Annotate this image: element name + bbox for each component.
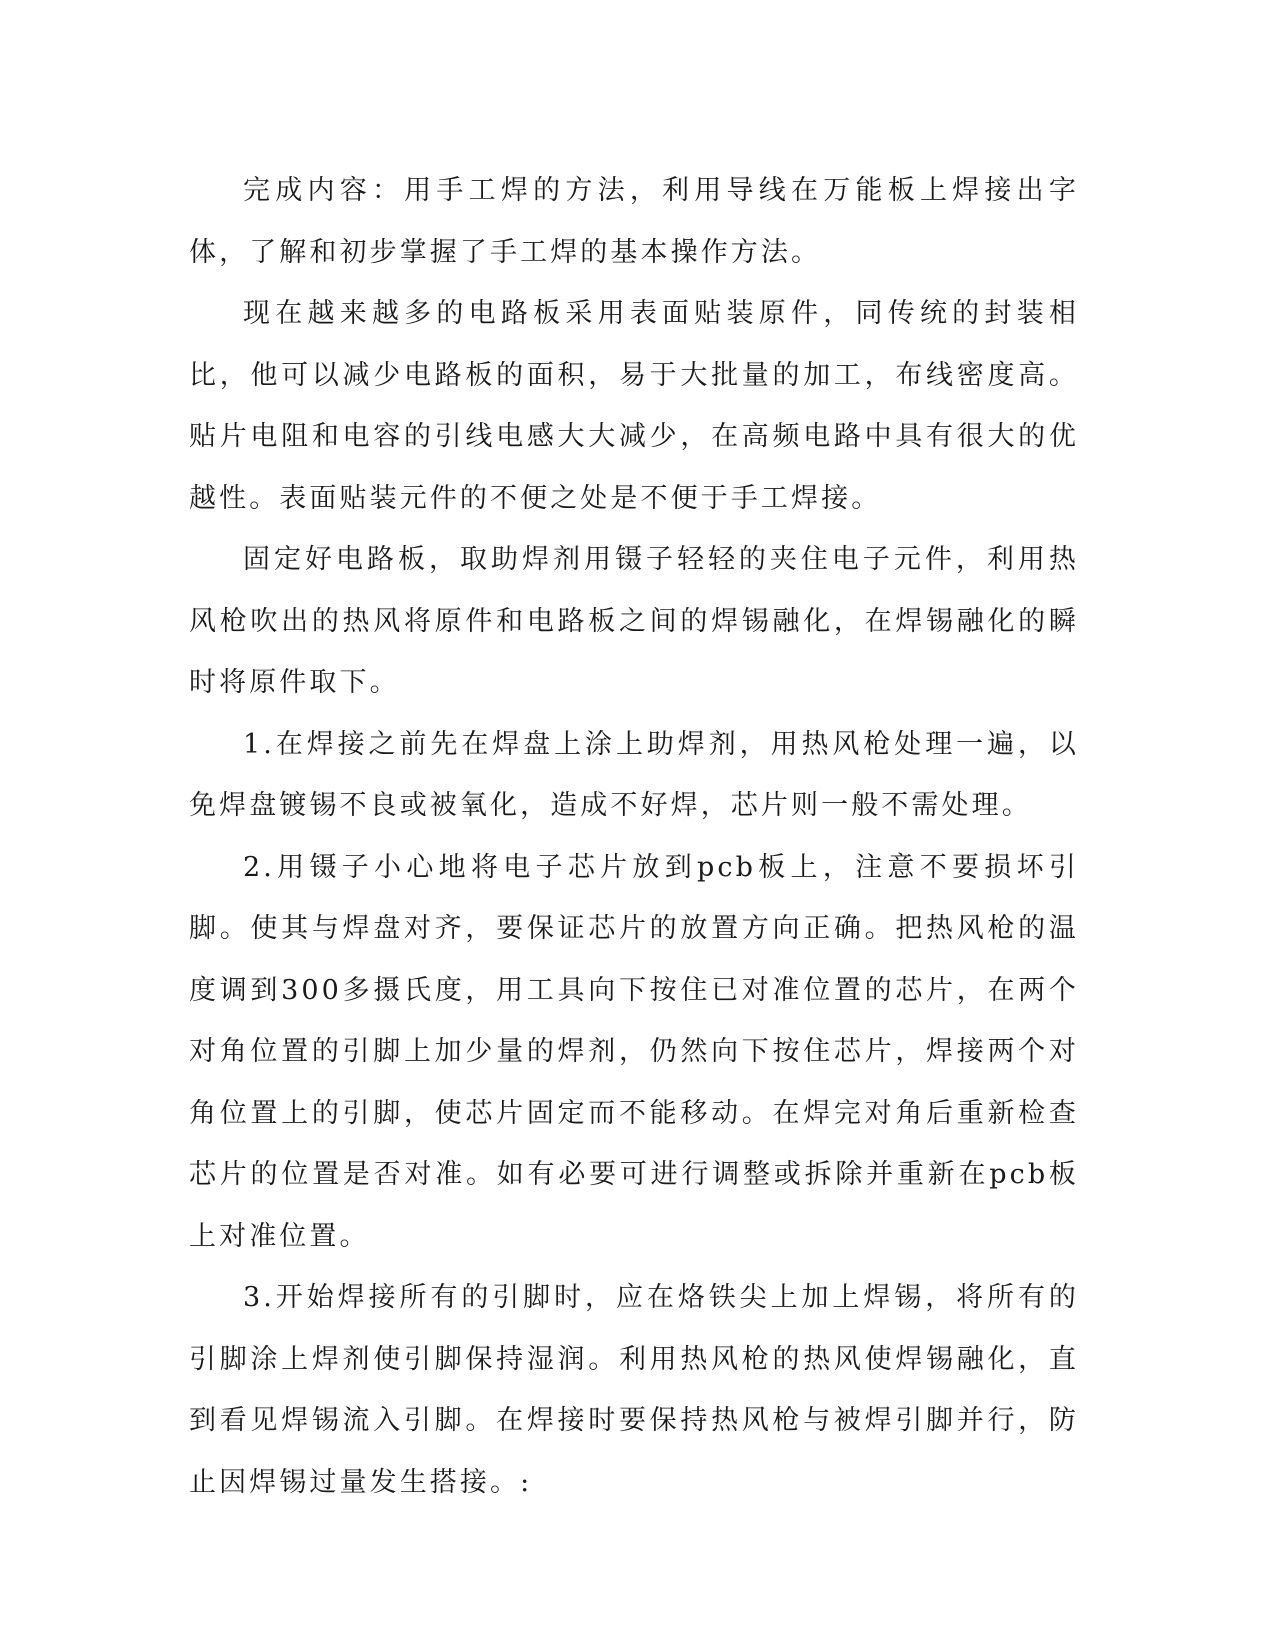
paragraph-surface-mount-intro: 现在越来越多的电路板采用表面贴装原件，同传统的封装相比，他可以减少电路板的面积，易于大批量的加工，布线密度高。贴片电阻和电容的引线电感大大减少，在高频电路中具有很大的优越性。表面贴装元件的不便之处是不便于手工焊接。 [189,298,1079,514]
paragraph-removal-method: 固定好电路板，取助焊剂用镊子轻轻的夹住电子元件，利用热风枪吹出的热风将原件和电路板之间的焊锡融化，在焊锡融化的瞬时将原件取下。 [189,544,1079,698]
paragraph-completed-content: 完成内容：用手工焊的方法，利用导线在万能板上焊接出字体，了解和初步掌握了手工焊的基本操作方法。 [189,175,1079,268]
paragraph-step-2: 2.用镊子小心地将电子芯片放到pcb板上，注意不要损坏引脚。使其与焊盘对齐，要保证芯片的放置方向正确。把热风枪的温度调到300多摄氏度，用工具向下按住已对准位置的芯片，在两个对角位置的引脚上加少量的焊剂，仍然向下按住芯片，焊接两个对角位置上的引脚，使芯片固定而不能移动。在焊完对角后重新检查芯片的位置是否对准。如有必要可进行调整或拆除并重新在pcb板上对准位置。 [189,851,1079,1252]
paragraph-step-3: 3.开始焊接所有的引脚时，应在烙铁尖上加上焊锡，将所有的引脚涂上焊剂使引脚保持湿润。利用热风枪的热风使焊锡融化，直到看见焊锡流入引脚。在焊接时要保持热风枪与被焊引脚并行，防止因焊锡过量发生搭接。: [189,1282,1079,1498]
paragraph-step-1: 1.在焊接之前先在焊盘上涂上助焊剂，用热风枪处理一遍，以免焊盘镀锡不良或被氧化，造成不好焊，芯片则一般不需处理。 [189,728,1079,821]
document-body [189,160,1079,1513]
